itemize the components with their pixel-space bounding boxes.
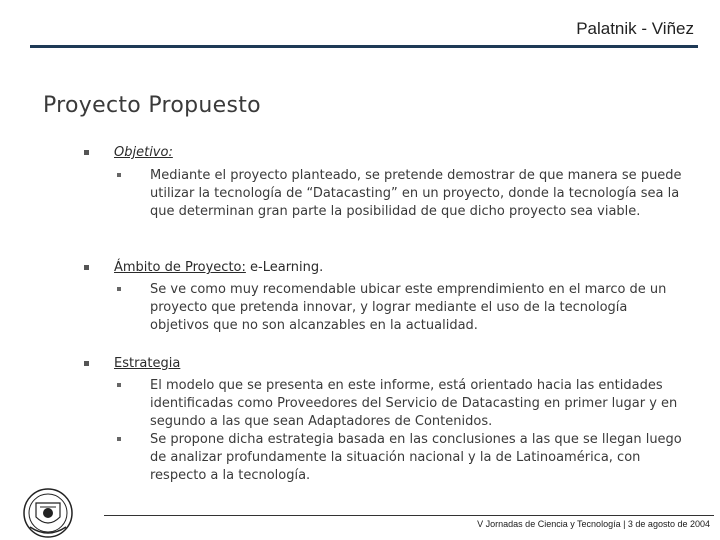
bullet-square-icon (84, 150, 89, 155)
header-rule (30, 45, 698, 48)
sub-bullet (150, 167, 690, 221)
bullet-text: El modelo que se presenta en este informe, está orientado hacia las entidades identificadas como Proveedores del Servicio de Datacasting en primer lugar y en segundo a las que sean Adaptadores de Contenidos. (150, 378, 678, 429)
section-heading (84, 355, 684, 373)
heading-suffix: e-Learning. (245, 260, 324, 275)
bullet-text: Se propone dicha estrategia basada en las conclusiones a las que se llegan luego de analizar profundamente la situación nacional y la de Latinoamérica, con respecto a la tecnología. (150, 432, 682, 483)
section-ambito (84, 259, 684, 335)
section-estrategia (84, 355, 684, 485)
section-objetivo (84, 144, 684, 221)
sub-bullet (150, 377, 690, 431)
footer-text: V Jornadas de Ciencia y Tecnología | 3 de agosto de 2004 (477, 519, 710, 529)
bullet-square-icon (117, 287, 121, 291)
header-author: Palatnik - Viñez (576, 19, 694, 38)
university-seal-icon (22, 487, 74, 539)
bullet-text: Mediante el proyecto planteado, se pretende demostrar de que manera se puede utilizar la tecnología de “Datacasting” en un proyecto, donde la tecnología sea la que determinan gran parte la posibilidad de que dicho proyecto sea viable. (150, 168, 682, 219)
section-heading (84, 144, 684, 162)
bullet-square-icon (84, 361, 89, 366)
bullet-square-icon (117, 383, 121, 387)
bullet-text: Se ve como muy recomendable ubicar este emprendimiento en el marco de un proyecto que pretenda innovar, y lograr mediante el uso de la tecnología objetivos que no son alcanzables en la actualidad. (150, 282, 667, 333)
bullet-square-icon (117, 437, 121, 441)
heading-text: Ámbito de Proyecto: (114, 260, 246, 275)
heading-text: Objetivo: (114, 145, 173, 160)
sub-bullet (150, 281, 690, 335)
bullet-square-icon (117, 173, 121, 177)
slide-title: Proyecto Propuesto (43, 93, 261, 118)
sub-bullet (150, 431, 690, 485)
bullet-square-icon (84, 265, 89, 270)
heading-text: Estrategia (114, 356, 181, 371)
footer-rule (104, 515, 714, 516)
section-heading (84, 259, 684, 277)
